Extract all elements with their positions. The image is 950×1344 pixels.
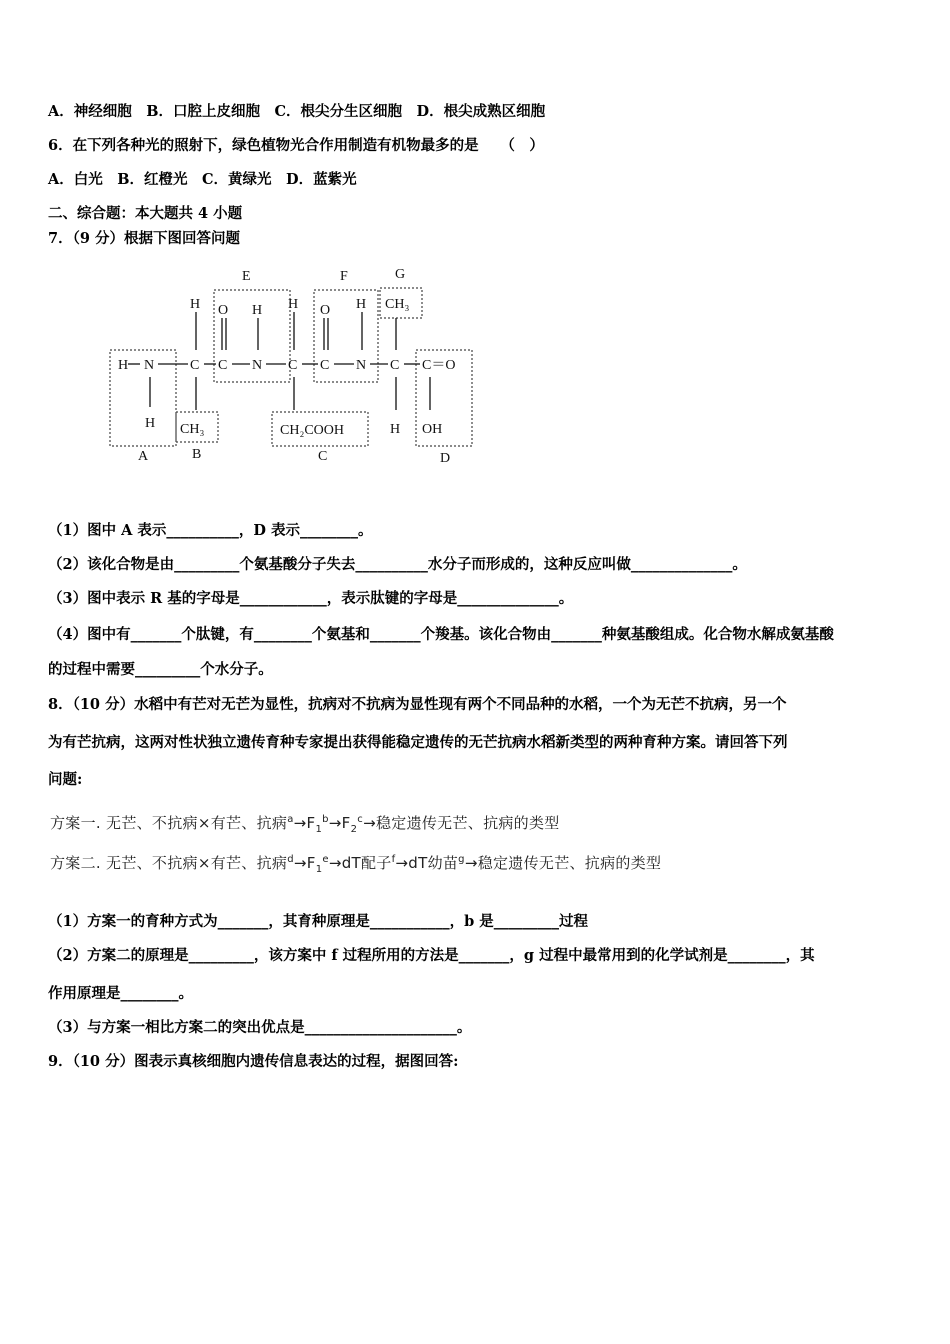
atom-n1: N — [144, 358, 155, 373]
q7-sub4-line2: 的过程中需要_________个水分子。 — [48, 661, 273, 678]
section2-title: 二、综合题：本大题共 4 小题 — [48, 205, 243, 222]
label-G: G — [395, 267, 406, 282]
atom-ch2cooh: CH₂COOH — [280, 423, 344, 438]
label-A: A — [138, 449, 149, 464]
q8-scheme-1: 方案一. 无芒、不抗病×有芒、抗病$^a\to F_1^b\to F_2^c\to$稳定遗传无芒、抗病的类型 — [50, 814, 560, 835]
atom-n2: N — [252, 358, 263, 373]
q6-stem: 6．在下列各种光的照射下，绿色植物光合作用制造有机物最多的是 （ ） — [48, 137, 544, 154]
q8-stem-line3: 问题: — [48, 771, 83, 788]
q8-sub3: （3）与方案一相比方案二的突出优点是_____________________。 — [48, 1019, 472, 1036]
q7-sub1: （1）图中 A 表示__________，D 表示________。 — [48, 522, 373, 539]
atom-ch3-b: CH₃ — [180, 422, 205, 437]
q6-options: A．白光 B．红橙光 C．黄绿光 D．蓝紫光 — [48, 171, 357, 188]
peptide-structure-figure — [100, 262, 545, 490]
label-F: F — [340, 269, 348, 284]
atom-h1: H — [118, 358, 129, 373]
atom-o1: O — [218, 303, 229, 318]
q7-stem: 7．（9 分）根据下图回答问题 — [48, 230, 240, 247]
q8-sub1: （1）方案一的育种方式为_______，其育种原理是___________，b 是_________过程 — [48, 913, 589, 930]
atom-h2: H — [145, 416, 156, 431]
q7-sub4-line1: （4）图中有_______个肽键，有________个氨基和_______个羧基。该化合物由_______种氨基酸组成。化合物水解成氨基酸 — [48, 626, 834, 643]
q7-sub3: （3）图中表示 R 基的字母是____________，表示肽键的字母是______________。 — [48, 590, 574, 607]
q8-sub2-line2: 作用原理是________。 — [48, 985, 193, 1002]
atom-o2: O — [320, 303, 331, 318]
atom-c5: C — [390, 358, 400, 373]
label-C: C — [318, 449, 328, 464]
q8-stem-line2: 为有芒抗病，这两对性状独立遗传育种专家提出获得能稳定遗传的无芒抗病水稻新类型的两种育种方案。请回答下列 — [48, 734, 788, 751]
label-D: D — [440, 451, 451, 466]
atom-h4: H — [252, 303, 263, 318]
label-E: E — [242, 269, 251, 284]
atom-h3: H — [190, 297, 201, 312]
atom-ch3-g: CH₃ — [385, 297, 410, 312]
q9-stem: 9．（10 分）图表示真核细胞内遗传信息表达的过程，据图回答: — [48, 1053, 459, 1070]
atom-c3: C — [288, 358, 298, 373]
atom-h7: H — [390, 422, 401, 437]
q8-sub2-line1: （2）方案二的原理是_________，该方案中 f 过程所用的方法是_______，g 过程中最常用到的化学试剂是________，其 — [48, 947, 815, 964]
q8-stem-line1: 8．（10 分）水稻中有芒对无芒为显性，抗病对不抗病为显性现有两个不同品种的水稻，一个为无芒不抗病，另一个 — [48, 696, 787, 713]
atom-h6: H — [356, 297, 367, 312]
label-B: B — [192, 447, 202, 462]
atom-c2: C — [218, 358, 228, 373]
q8-scheme-2: 方案二. 无芒、不抗病×有芒、抗病$^d\to F_1^e\to dT$配子$^f$→dT幼苗$^g$→稳定遗传无芒、抗病的类型 — [50, 854, 662, 875]
atom-oh: OH — [422, 422, 443, 437]
atom-c1: C — [190, 358, 200, 373]
q7-sub2: （2）该化合物是由_________个氨基酸分子失去__________水分子而形成的，这种反应叫做______________。 — [48, 556, 747, 573]
atom-h5: H — [288, 297, 299, 312]
atom-co: C＝O — [422, 358, 456, 373]
atom-n3: N — [356, 358, 367, 373]
q5-options: A．神经细胞 B．口腔上皮细胞 C．根尖分生区细胞 D．根尖成熟区细胞 — [48, 103, 546, 120]
atom-c4: C — [320, 358, 330, 373]
